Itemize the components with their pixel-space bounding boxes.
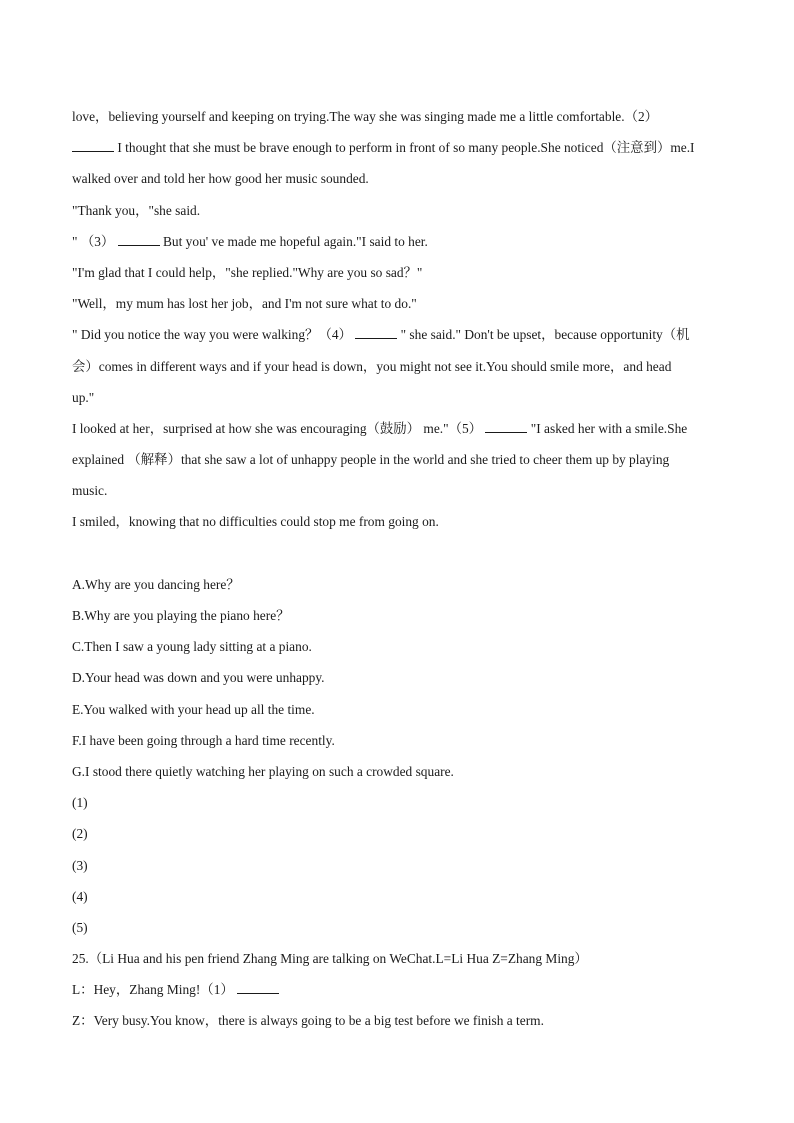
passage-line: 会）comes in different ways and if your head is down，you might not see it.You should smile more，and head xyxy=(72,358,672,374)
option-item: G.I stood there quietly watching her playing on such a crowded square. xyxy=(72,763,454,779)
passage-line: music. xyxy=(72,483,108,499)
passage-line xyxy=(72,319,724,350)
passage-line xyxy=(72,413,724,444)
option-item: F.I have been going through a hard time recently. xyxy=(72,732,335,748)
passage-line: explained （解释）that she saw a lot of unhappy people in the world and she tried to cheer them up by playing xyxy=(72,452,670,468)
answer-slot: (1) xyxy=(72,795,88,811)
option-item: B.Why are you playing the piano here？ xyxy=(72,608,290,623)
answer-blank-2[interactable] xyxy=(72,137,114,152)
passage-line: I smiled，knowing that no difficulties could stop me from going on. xyxy=(72,514,439,530)
dialogue-text: L：Hey，Zhang Ming!（1） xyxy=(72,982,238,998)
answer-slot: (2) xyxy=(72,826,88,842)
answer-slot: (5) xyxy=(72,919,88,935)
passage-line: "Thank you，"she said. xyxy=(72,202,201,218)
answer-blank-4[interactable] xyxy=(355,324,397,339)
passage-text: I thought that she must be brave enough to perform in front of so many people.She noticed（注意到）me.I xyxy=(114,140,695,156)
passage-text: I looked at her，surprised at how she was encouraging（鼓励） me."（5） xyxy=(72,420,486,436)
answer-blank-5[interactable] xyxy=(485,418,527,433)
question-25-title: 25.（Li Hua and his pen friend Zhang Ming are talking on WeChat.L=Li Hua Z=Zhang Ming） xyxy=(72,951,588,967)
passage-line: love，believing yourself and keeping on trying.The way she was singing made me a little comfortable.（2） xyxy=(72,109,659,124)
passage-text: But you' ve made me hopeful again."I said to her. xyxy=(159,233,428,249)
answer-slot: (4) xyxy=(72,888,88,904)
option-item: C.Then I saw a young lady sitting at a piano. xyxy=(72,639,312,655)
answer-blank-3[interactable] xyxy=(118,231,160,246)
spacer xyxy=(72,538,724,569)
passage-text: " （3） xyxy=(72,233,118,249)
passage-line: "Well，my mum has lost her job，and I'm not sure what to do." xyxy=(72,296,417,312)
passage-text: " Did you notice the way you were walking？（4） xyxy=(72,327,356,343)
answer-slot: (3) xyxy=(72,857,88,873)
document-page xyxy=(72,101,724,1037)
dialogue-line: Z：Very busy.You know，there is always going to be a big test before we finish a term. xyxy=(72,1013,544,1029)
option-item: E.You walked with your head up all the time. xyxy=(72,701,315,717)
dialogue-line xyxy=(72,974,724,1005)
option-item: D.Your head was down and you were unhappy. xyxy=(72,670,325,686)
passage-line: "I'm glad that I could help，"she replied."Why are you so sad？" xyxy=(72,264,423,280)
passage-line xyxy=(72,226,724,257)
answer-blank-25-1[interactable] xyxy=(237,979,279,994)
passage-line: up." xyxy=(72,389,95,405)
passage-text: " she said." Don't be upset，because opportunity（机 xyxy=(397,327,690,343)
option-item: A.Why are you dancing here？ xyxy=(72,576,240,592)
passage-line: walked over and told her how good her music sounded. xyxy=(72,171,369,187)
passage-text: "I asked her with a smile.She xyxy=(527,420,688,436)
passage-line xyxy=(72,132,724,163)
